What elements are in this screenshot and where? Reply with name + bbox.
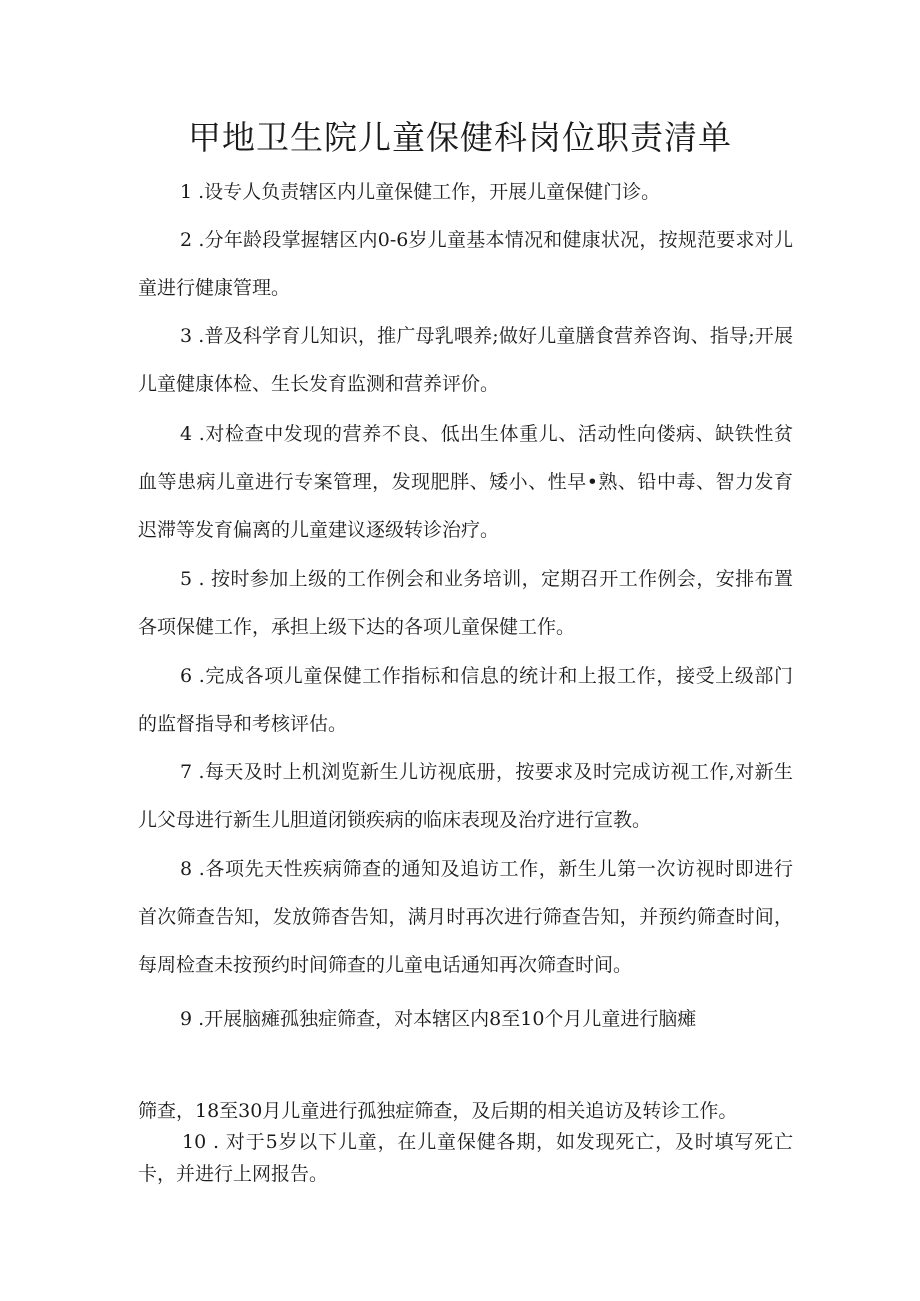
document-title: 甲地卫生院儿童保健科岗位职责清单 (188, 118, 732, 157)
duty-item-9-part-2: 筛查，18至30月儿童进行孤独症筛查，及后期的相关追访及转诊工作。 (138, 1100, 738, 1122)
duty-item-9-part-1: 9 .开展脑瘫孤独症筛查，对本辖区内8至10个月儿童进行脑瘫 (180, 1008, 697, 1030)
duty-item-8: 8 .各项先天性疾病筛查的通知及追访工作，新生儿第一次访视时即进行首次筛查告知，发放筛杳告知，满月时再次进行筛查告知，并预约筛查时间，每周检查未按预约时间筛查的儿童电话通知再次筛查时间。 (138, 858, 793, 976)
duty-item-4: 4 .对检查中发现的营养不良、低出生体重儿、活动性向偻病、缺铁性贫血等患病儿童进行专案管理，发现肥胖、矮小、性早•熟、铅中毒、智力发育迟滞等发育偏离的儿童建议逐级转诊治疗。 (138, 423, 793, 541)
duty-item-6: 6 .完成各项儿童保健工作指标和信息的统计和上报工作，接受上级部门的监督指导和考核评估。 (138, 665, 793, 735)
duty-item-5: 5 . 按时参加上级的工作例会和业务培训，定期召开工作例会，安排布置各项保健工作，承担上级下达的各项儿童保健工作。 (138, 568, 793, 638)
duty-item-3: 3 .普及科学育儿知识，推广母乳喂养;做好儿童膳食营养咨询、指导;开展儿童健康体检、生长发育监测和营养评价。 (138, 325, 793, 395)
duty-item-2: 2 .分年龄段掌握辖区内0-6岁儿童基本情况和健康状况，按规范要求对儿童进行健康管理。 (138, 229, 793, 299)
duty-item-7: 7 .每天及时上机浏览新生儿访视底册，按要求及时完成访视工作,对新生儿父母进行新生儿胆道闭锁疾病的临床表现及治疗进行宣教。 (138, 761, 793, 831)
duty-item-10: 10 . 对于5岁以下儿童，在儿童保健各期，如发现死亡，及时填写死亡卡，并进行上网报告。 (138, 1131, 793, 1185)
duty-item-1: 1 .设专人负责辖区内儿童保健工作，开展儿童保健门诊。 (180, 181, 661, 203)
